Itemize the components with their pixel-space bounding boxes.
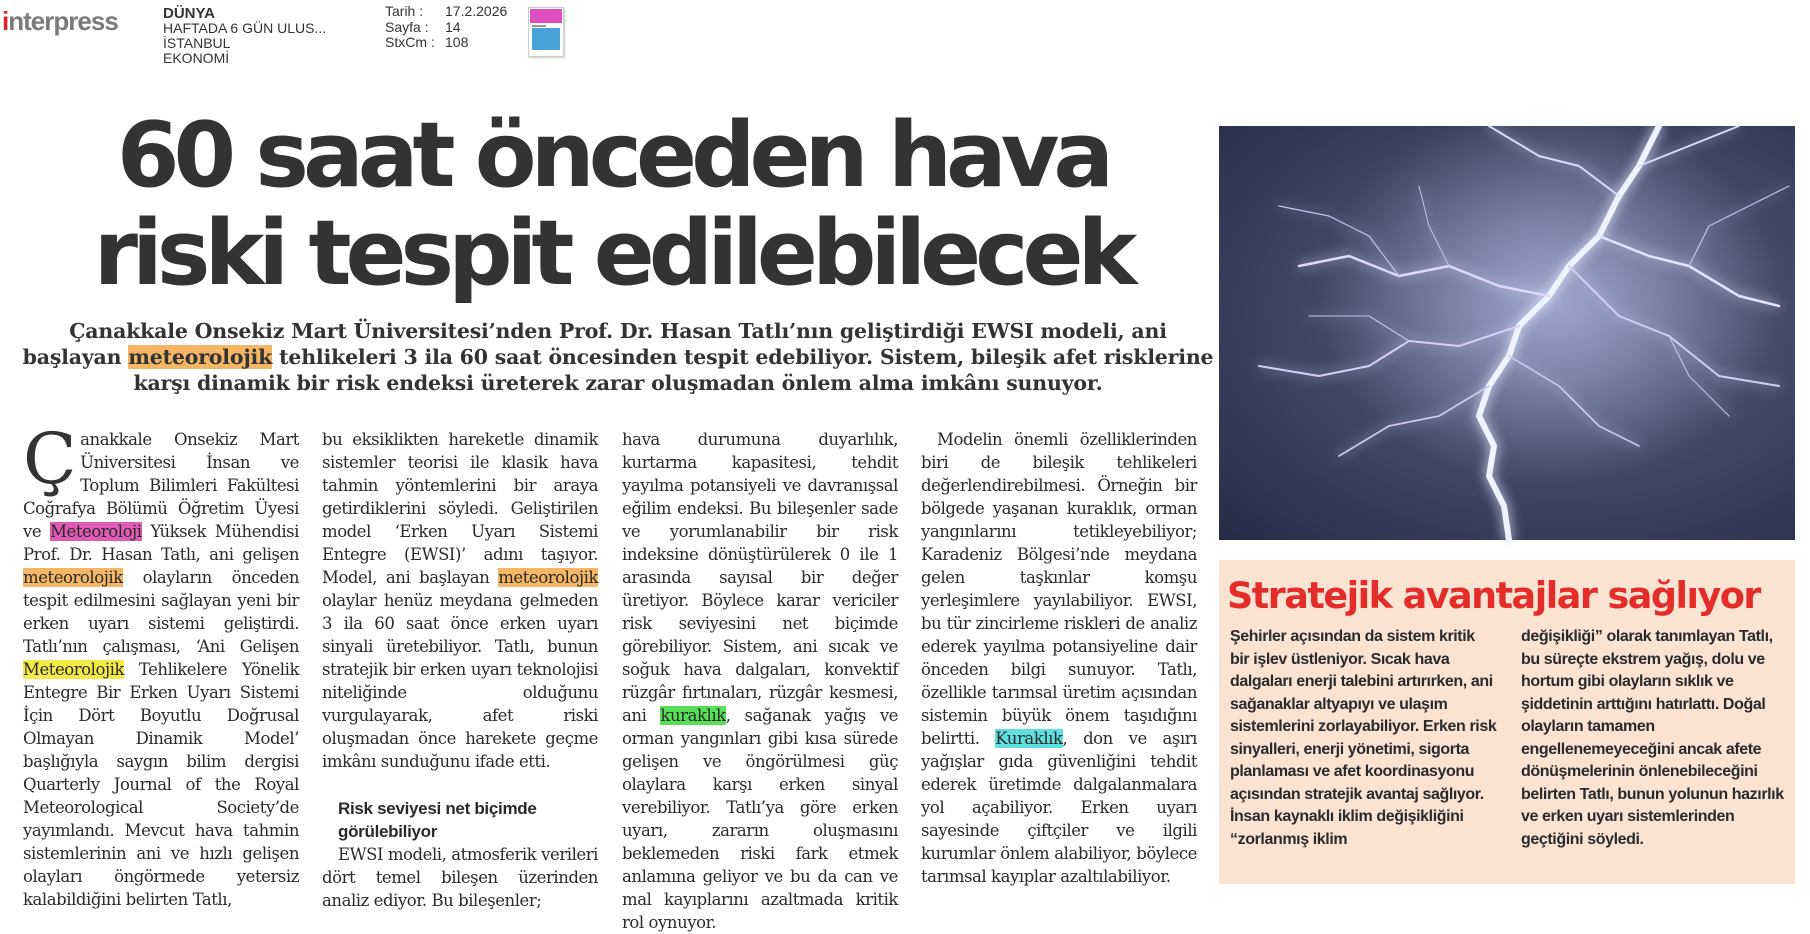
page-label: Sayfa : (385, 18, 429, 35)
publication-name: DÜNYA (163, 5, 215, 22)
highlight-keyword: Meteorolojik (23, 660, 125, 679)
date-label: Tarih : (385, 3, 424, 19)
highlight-keyword: Meteoroloji (50, 522, 142, 541)
highlight-keyword: Kuraklık (995, 729, 1063, 748)
stxcm-value: 108 (445, 34, 469, 50)
article-column-4: Modelin önemli özelliklerinden biri de bileşik tehlikeleri değerlendirebilmesi. Örneğin bir bölgede yaşanan kuraklık, orman yangınlarını tetikleyebiliyor; Karadeniz Bölgesi’nde meydana gelen taşkınlar komşu yerleşimlere yayılabiliyor. EWSI, bu tür zincirleme riskleri de analiz ederek yayılma potansiyeline dair önceden bilgi sunuyor. Tatlı, özellikle tarımsal üretim açısından sistemin büyük önem taşıdığını belirtti. Kuraklık, don ve aşırı yağışlar gıda güvenliğini tehdit ederek üretimde dalgalanmalara yol açabiliyor. Erken uyarı sayesinde çiftçiler ve ilgili kurumlar önlem alabiliyor, böylece tarımsal kayıplar azaltılabiliyor. (921, 430, 1198, 886)
publication-city: İSTANBUL (163, 35, 231, 51)
publication-info (163, 6, 326, 66)
stxcm-label: StxCm : (385, 34, 435, 50)
article-lead: Çanakkale Onsekiz Mart Üniversitesi’nden Prof. Dr. Hasan Tatlı’nın geliştirdiği EWSI modeli, ani başlayan meteorolojik tehlikeleri 3 ila 60 saat öncesinden tespit edebiliyor. Sistem, bileşik afet risklerine karşı dinamik bir risk endeksi üreterek zarar oluşmadan önlem alma imkânı sunuyor. (22, 319, 1214, 395)
drop-cap: Ç (23, 418, 77, 500)
article-column-1: Çanakkale Onsekiz Mart Üniversitesi İnsan ve Toplum Bilimleri Fakültesi Coğrafya Bölümü Öğretim Üyesi ve Meteoroloji Yüksek Mühendisi Prof. Dr. Hasan Tatlı, ani gelişen meteorolojik olayların önceden tespit edilmesini sağlayan yeni bir erken uyarı sistemi geliştirdi. Tatlı’nın çalışması, ‘Ani Gelişen Meteorolojik Tehlikelere Yönelik Entegre Bir Erken Uyarı Sistemi İçin Dört Boyutlu Doğrusal Olmayan Dinamik Model’ başlığıyla saygın bilim dergisi Quarterly Journal of the Royal Meteorological Society’de yayımlandı. Mevcut hava tahmin sistemlerinin ani ve hızlı gelişen olayları öngörmede yetersiz kalabildiğini belirten Tatlı, (23, 418, 300, 909)
sidebar-title: Stratejik avantajlar sağlıyor (1227, 574, 1760, 617)
date-value: 17.2.2026 (445, 3, 508, 19)
lightning-photo (1219, 126, 1795, 540)
interpress-logo: interpress (2, 6, 118, 36)
highlight-keyword: meteorolojik (128, 345, 273, 369)
article-column-3: hava durumuna duyarlılık, kurtarma kapasitesi, tehdit yayılma potansiyeli ve davranışsal eğilim endeksi. Bu bileşenler sade ve yorumlanabilir bir risk indeksine dönüştürülerek 0 ile 1 arasında sayısal bir değer üretiyor. Böylece karar vericiler risk seviyesini net biçimde görebiliyor. Sistem, ani sıcak ve soğuk hava dalgaları, konvektif rüzgâr fırtınaları, rüzgâr kesmesi, ani kuraklık, sağanak yağış ve orman yangınları gibi kısa sürede gelişen ve öngörülmesi güç olaylara karşı erken sinyal verebiliyor. Tatlı’ya göre erken uyarı, zararın oluşmasını beklemeden riski fark etmek anlamına geliyor ve bu da can ve mal kayıplarını azaltmada kritik rol oynuyor. (622, 430, 898, 932)
highlight-keyword: meteorolojik (23, 568, 123, 587)
article-column-2: bu eksiklikten hareketle dinamik sistemler teorisi ile klasik hava tahmin yöntemlerini bir araya getirdiklerini söyledi. Geliştirilen model ‘Erken Uyarı Sistemi Entegre (EWSI)’ adını taşıyor. Model, ani başlayan meteorolojik olaylar henüz meydana gelmeden 3 ila 60 saat önce erken uyarı sinyali üretebiliyor. Tatlı, bunun stratejik bir erken uyarı teknolojisi niteliğinde olduğunu vurgulayarak, afet riski oluşmadan önce harekete geçme imkânı sunduğunu ifade etti. Risk seviyesi net biçimde görülebiliyor EWSI modeli, atmosferik verileri dört temel bileşen üzerinden analiz ediyor. Bu bileşenler; (322, 430, 598, 910)
sidebar-box (1219, 560, 1795, 884)
clipping-meta (385, 4, 507, 51)
highlight-keyword: kuraklık (660, 706, 726, 725)
page-value: 14 (445, 18, 461, 35)
sidebar-column-2: değişikliği” olarak tanımlayan Tatlı, bu süreçte ekstrem yağış, dolu ve hortum gibi olayların sıklık ve şiddetinin arttığını hatırlattı. Doğal olayların tamamen engellenemeyeceğini ancak afete dönüşmelerinin önlenebileceğini belirten Tatlı, bunun yolunun hazırlık ve erken uyarı sistemlerinden geçtiğini söyledi. (1521, 628, 1784, 848)
headline-line-1: 60 saat önceden hava (116, 103, 1109, 208)
article-subheading: Risk seviyesi net biçimde görülebiliyor (338, 799, 537, 841)
publication-frequency: HAFTADA 6 GÜN ULUS... (163, 20, 327, 36)
publication-section: EKONOMİ (163, 50, 230, 66)
sidebar-column-1: Şehirler açısından da sistem kritik bir işlev üstleniyor. Sıcak hava dalgaları enerji talebini artırırken, ani sağanaklar altyapıyı ve ulaşım sistemlerini zorlayabiliyor. Erken risk sinyalleri, enerji yönetimi, sigorta planlaması ve afet koordinasyonu açısından stratejik avantaj sağlıyor. İnsan kaynaklı iklim değişikliğini “zorlanmış iklim (1230, 628, 1497, 848)
newspaper-thumbnail[interactable] (528, 7, 564, 57)
highlight-keyword: meteorolojik (498, 568, 598, 587)
headline-line-2: riski tespit edilebilecek (93, 201, 1132, 306)
